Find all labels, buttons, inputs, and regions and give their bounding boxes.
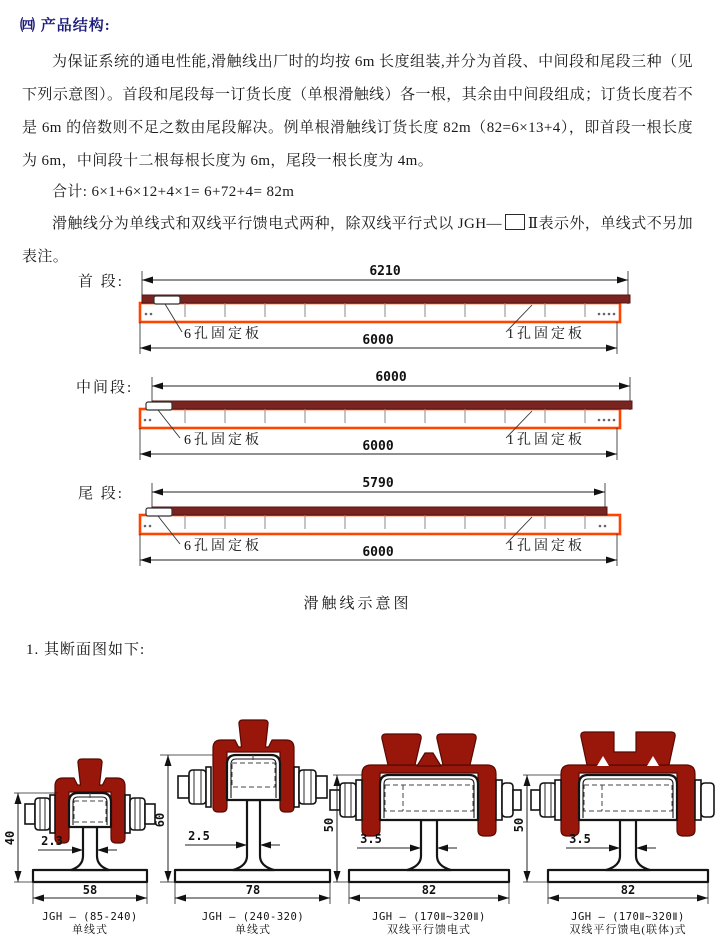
- base-dimension: [548, 882, 708, 904]
- middle-segment-diagram: [0, 366, 715, 470]
- paragraph-product-structure: 为保证系统的通电性能,滑触线出厂时的均按 6m 长度组装,并分为首段、中间段和尾段三种（见下列示意图）。首段和尾段每一订货长度（单根滑触线）各一根，其余由中间段组成；订货长度若不是 6m 的倍数则不足之数由尾段解决。例单根滑触线订货长度 82m（82=6×13+4），即首段一根长度为 6m，中间段十二根每根长度为 6m，尾段一根长度为 4m。: [22, 54, 693, 169]
- bolt-end-right: [513, 790, 521, 810]
- hanger-ticks: [185, 515, 585, 529]
- web-dimension: [566, 832, 656, 848]
- washer-left: [206, 767, 211, 807]
- washer-right: [496, 780, 502, 820]
- orange-frame: [140, 409, 620, 428]
- model-label: JGH — (170Ⅱ~320Ⅱ): [571, 911, 685, 923]
- washer-left: [555, 780, 561, 820]
- fixing-plate-6hole: [146, 402, 172, 410]
- base-value: 82: [421, 883, 437, 897]
- rail-bar: [152, 507, 607, 515]
- orange-frame: [140, 303, 620, 322]
- washer-left: [356, 780, 362, 820]
- first-segment-diagram: [0, 260, 715, 364]
- height-value: 60: [153, 812, 167, 828]
- top-dimension-value: 6000: [375, 370, 407, 385]
- top-dimension-value: 6210: [369, 264, 401, 279]
- type-label: 双线平行馈电式: [387, 924, 471, 936]
- base-flange: [175, 870, 330, 882]
- bolt-end-left: [178, 776, 189, 798]
- type-label: 单线式: [72, 924, 108, 936]
- bolt-end-left: [531, 790, 540, 810]
- rail-web: [233, 800, 274, 870]
- label-6hole-plate: 6孔固定板: [184, 433, 262, 448]
- rail-bar: [152, 401, 632, 409]
- web-dimension: [38, 834, 117, 850]
- bolt-hex-right: [299, 770, 316, 804]
- clamp-tab-left: [382, 734, 421, 765]
- washer-left: [50, 795, 55, 833]
- fixing-plate-6hole: [154, 296, 180, 304]
- bottom-dimension-value: 6000: [362, 439, 394, 454]
- leader-line-6hole: [158, 410, 180, 438]
- bolt-hex-left: [340, 783, 356, 817]
- type-label: 单线式: [235, 924, 271, 936]
- rail-web: [407, 820, 451, 870]
- bolt-hex-left: [35, 798, 50, 830]
- bolt-hex-right: [701, 783, 714, 817]
- segment-label: 首 段:: [78, 274, 124, 290]
- cross-section-diagrams: [0, 690, 715, 939]
- clamp-tab-right: [437, 734, 476, 765]
- base-dimension: [175, 882, 330, 904]
- bottom-dimension-value: 6000: [362, 333, 394, 348]
- model-label: JGH — (170Ⅱ~320Ⅱ): [372, 911, 486, 923]
- page-title: ㈣ 产品结构:: [20, 18, 111, 34]
- fixing-plate-6hole: [146, 508, 172, 516]
- section-item-1: 1. 其断面图如下:: [26, 642, 146, 658]
- end-holes: [144, 525, 607, 528]
- web-value: 2.3: [41, 834, 63, 848]
- web-dimension: [185, 829, 280, 845]
- total-length-line: 合计: 6×1+6×12+4×1= 6+72+4= 82m: [52, 184, 295, 200]
- bolt-hex-right: [130, 798, 145, 830]
- bolt-hex-left: [189, 770, 206, 804]
- bolt-hex-left: [540, 783, 556, 817]
- type-label: 双线平行馈电(联体)式: [569, 924, 687, 936]
- web-value: 3.5: [360, 832, 382, 846]
- cross-section-double-joined: [512, 732, 714, 936]
- clamp-center-bump: [417, 753, 441, 766]
- rail-web: [606, 820, 650, 870]
- label-1hole-plate: 1孔固定板: [507, 327, 585, 342]
- web-dimension: [357, 832, 457, 848]
- segment-label: 尾 段:: [78, 486, 124, 502]
- hanger-ticks: [185, 303, 585, 317]
- segment-label: 中间段:: [76, 380, 134, 396]
- base-value: 58: [82, 883, 98, 897]
- height-value: 50: [512, 817, 526, 833]
- label-1hole-plate: 1孔固定板: [507, 539, 585, 554]
- rail-head: [380, 775, 478, 820]
- base-dimension: [349, 882, 509, 904]
- base-dimension: [33, 882, 147, 904]
- leader-line-6hole: [158, 516, 180, 544]
- top-dimension-value: 5790: [362, 476, 394, 491]
- tail-segment-diagram: [0, 472, 715, 576]
- bolt-hex-right: [502, 783, 513, 817]
- washer-right: [695, 780, 701, 820]
- base-flange: [33, 870, 147, 882]
- height-value: 40: [3, 830, 17, 846]
- web-value: 3.5: [569, 832, 591, 846]
- rail-head: [227, 755, 280, 800]
- paragraph-wire-types-after: Ⅱ表示外，单线式不另加表注。: [22, 216, 693, 265]
- bottom-dimension-value: 6000: [362, 545, 394, 560]
- figure-caption: 滑触线示意图: [303, 596, 412, 612]
- base-value: 78: [245, 883, 261, 897]
- leader-line-6hole: [165, 304, 182, 332]
- base-value: 82: [620, 883, 636, 897]
- cross-section-single-small: [3, 759, 155, 936]
- rail-head: [579, 775, 677, 820]
- bolt-end-left: [330, 790, 340, 810]
- height-value: 50: [322, 817, 336, 833]
- cross-section-double-parallel: [322, 734, 521, 936]
- clamp-joined-block: [581, 732, 675, 765]
- base-flange: [349, 870, 509, 882]
- label-6hole-plate: 6孔固定板: [184, 327, 262, 342]
- label-6hole-plate: 6孔固定板: [184, 539, 262, 554]
- cross-section-single-large: [153, 720, 330, 936]
- model-label: JGH — (85-240): [42, 911, 138, 923]
- paragraph-wire-types-before: 滑触线分为单线式和双线平行馈电式两种，除双线平行式以 JGH—: [52, 216, 502, 232]
- bolt-end-left: [25, 804, 35, 824]
- hanger-ticks: [185, 409, 585, 423]
- web-value: 2.5: [188, 829, 210, 843]
- model-label: JGH — (240-320): [201, 911, 305, 923]
- orange-frame: [140, 515, 620, 534]
- model-placeholder-box: [505, 214, 525, 230]
- bolt-end-right: [316, 776, 327, 798]
- rail-web: [71, 827, 109, 870]
- label-1hole-plate: 1孔固定板: [507, 433, 585, 448]
- rail-bar: [142, 295, 630, 303]
- base-flange: [548, 870, 708, 882]
